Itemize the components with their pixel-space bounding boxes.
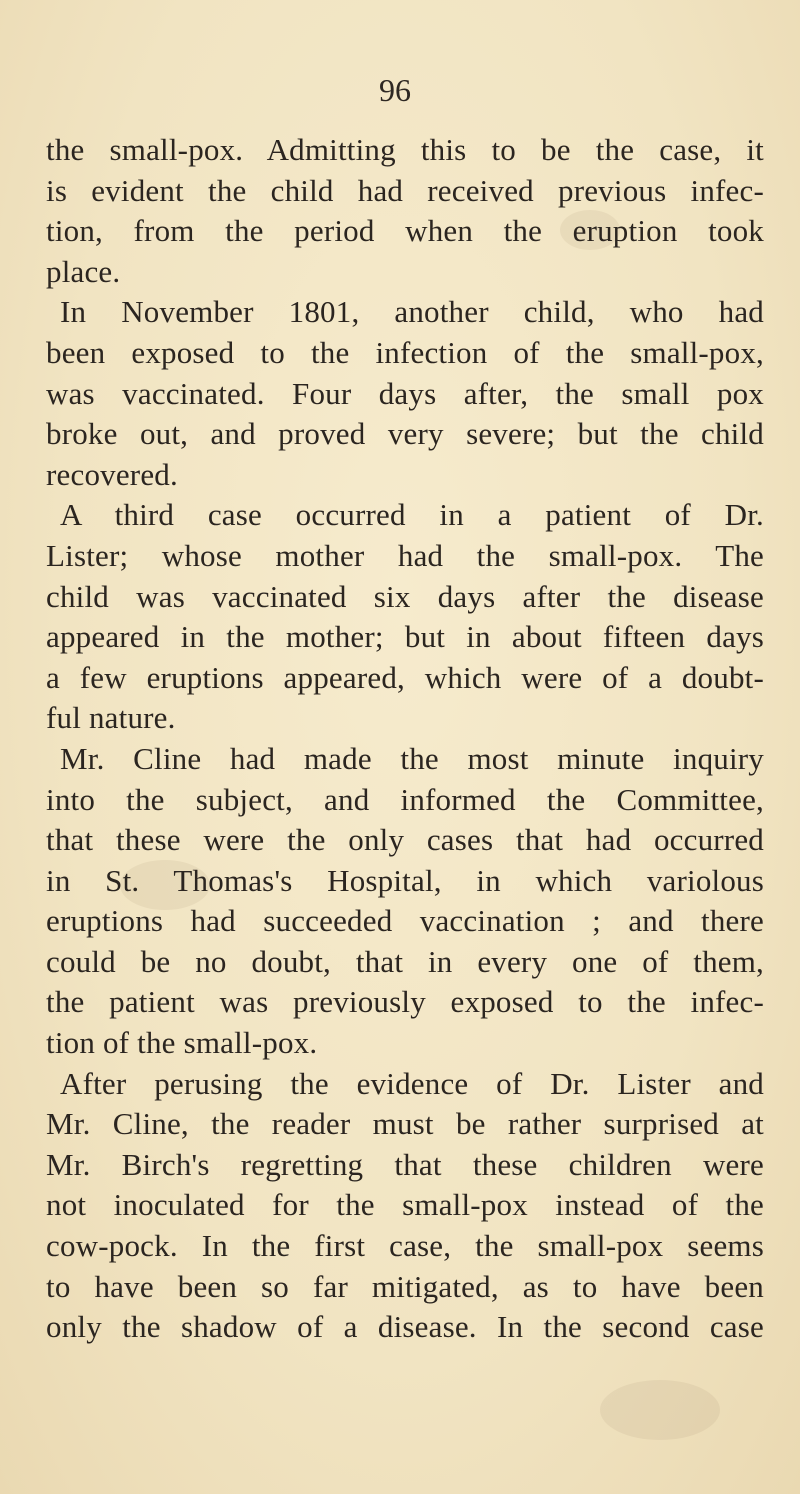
text-line: to have been so far mitigated, as to have been xyxy=(46,1268,764,1304)
text-line: not inoculated for the small-pox instead of the xyxy=(46,1187,764,1223)
text-line: broke out, and proved very severe; but the child xyxy=(46,416,764,452)
text-line: the small-pox. Admitting this to be the case, it xyxy=(46,132,764,167)
text-line: In November 1801, another child, who had xyxy=(60,294,764,330)
body-text xyxy=(46,130,764,1348)
text-line: child was vaccinated six days after the disease xyxy=(46,578,764,614)
text-line: that these were the only cases that had occurred xyxy=(46,822,764,858)
paper-stain xyxy=(600,1380,720,1440)
text-line: Mr. Cline had made the most minute inquiry xyxy=(60,740,764,776)
text-line: eruptions had succeeded vaccination ; and there xyxy=(46,903,764,939)
text-line: Mr. Birch's regretting that these children were xyxy=(46,1146,764,1182)
text-line: could be no doubt, that in every one of them, xyxy=(46,943,764,979)
text-line: been exposed to the infection of the small-pox, xyxy=(46,334,764,370)
text-line: cow-pock. In the first case, the small-pox seems xyxy=(46,1228,764,1264)
text-line: Lister; whose mother had the small-pox. The xyxy=(46,537,764,573)
text-line: recovered. xyxy=(46,456,178,492)
text-line: a few eruptions appeared, which were of a doubt- xyxy=(46,659,764,695)
text-line: was vaccinated. Four days after, the small pox xyxy=(46,375,764,411)
text-line: tion of the small-pox. xyxy=(46,1025,318,1061)
page-number: 96 xyxy=(379,72,411,108)
text-line: is evident the child had received previous infec- xyxy=(46,172,764,208)
text-line: appeared in the mother; but in about fifteen days xyxy=(46,619,764,655)
text-line: Mr. Cline, the reader must be rather surprised at xyxy=(46,1106,764,1142)
text-line: only the shadow of a disease. In the second case xyxy=(46,1309,764,1345)
text-line: ful nature. xyxy=(46,700,176,736)
text-line: After perusing the evidence of Dr. Lister and xyxy=(60,1065,764,1101)
text-line: A third case occurred in a patient of Dr. xyxy=(60,497,764,533)
text-line: the patient was previously exposed to the infec- xyxy=(46,984,764,1020)
text-line: tion, from the period when the eruption took xyxy=(46,213,764,249)
text-line: place. xyxy=(46,253,121,289)
text-line: in St. Thomas's Hospital, in which variolous xyxy=(46,862,764,898)
text-line: into the subject, and informed the Committee, xyxy=(46,781,764,817)
